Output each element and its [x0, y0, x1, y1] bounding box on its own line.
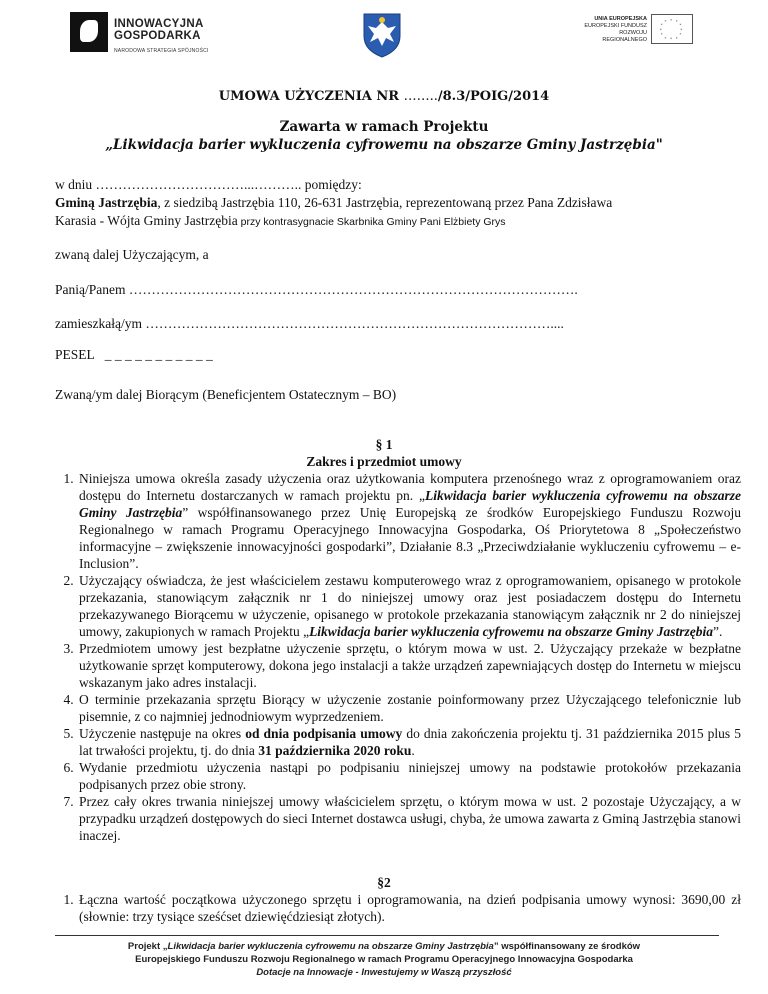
ig-logo-icon: [70, 12, 108, 52]
svg-text:*: *: [680, 27, 683, 32]
borrower-address-line: zamieszkałą/ym ………………………………………………………………………………....: [55, 316, 564, 331]
svg-text:*: *: [675, 36, 678, 41]
list-item: 1. Niniejsza umowa określa zasady użyczenia oraz użytkowania komputera przenośnego wraz z oprogramowaniem oraz dostępu do Internetu dostarczanych w ramach projektu pn. „Likwidacja barier wykluczenia cyfrowemu na obszarze Gminy Jastrzębia” współfinansowanego przez Unię Europejską ze środków Europejskiego Funduszu Rozwoju Regionalnego w ramach Programu Operacyjnego Innowacyjna Gospodarka, Oś Priorytetowa 8 „Społeczeństwo informacyjne – zwiększenie innowacyjności gospodarki”, Działanie 8.3 „Przeciwdziałanie wykluczeniu cyfrowemu – e-Inclusion”.: [77, 470, 741, 572]
svg-text:*: *: [670, 18, 672, 23]
contract-subtitle: Zawarta w ramach Projektu: [279, 119, 489, 135]
borrower-designation: Zwaną/ym dalej Biorącym (Beneficjentem Ostatecznym – BO): [55, 387, 397, 402]
eu-logo: [575, 14, 695, 48]
borrower-name-line: Panią/Panem ……………………………………………………………………………………….: [55, 282, 578, 297]
ig-logo-line1: INNOWACYJNA: [114, 18, 204, 30]
list-item: 6. Wydanie przedmiotu użyczenia nastąpi po podpisaniu niniejszej umowy na podstawie protokołów przekazania podpisanych przez obie strony.: [77, 759, 741, 793]
contract-title: UMOWA UŻYCZENIA NR ……../8.3/POIG/2014: [218, 89, 550, 104]
section-1-list: [55, 470, 741, 844]
list-item: 5. Użyczenie następuje na okres od dnia podpisania umowy do dnia zakończenia projektu tj. 31 października 2015 plus 5 lat trwałości projektu, tj. do dnia 31 października 2020 roku.: [77, 725, 741, 759]
footer-line-2: Europejskiego Funduszu Rozwoju Regionalnego w ramach Programu Operacyjnego Innowacyjna Gospodarka: [135, 954, 633, 965]
svg-text:*: *: [679, 32, 682, 37]
pesel-label: PESEL: [55, 347, 95, 362]
section-2-symbol: §2: [377, 875, 391, 890]
party-line: Gminą Jastrzębia, z siedzibą Jastrzębia 110, 26-631 Jastrzębia, reprezentowaną przez Pana Zdzisława: [55, 195, 613, 210]
svg-text:*: *: [675, 19, 678, 24]
svg-text:*: *: [679, 23, 682, 28]
footer-divider: [55, 935, 719, 936]
contract-number-blank: ……..: [403, 89, 438, 104]
svg-text:*: *: [660, 23, 663, 28]
svg-text:*: *: [664, 36, 667, 41]
eu-logo-line1: UNIA EUROPEJSKA: [594, 16, 647, 22]
pesel-blank: _ _ _ _ _ _ _ _ _ _ _: [104, 347, 213, 362]
section-2-list: [55, 891, 741, 925]
pesel-line: [55, 346, 213, 364]
svg-text:*: *: [660, 32, 663, 37]
svg-text:*: *: [664, 19, 667, 24]
section-1-symbol: § 1: [375, 437, 393, 452]
date-line: w dniu ……………………………...……….. pomiędzy:: [55, 177, 362, 192]
svg-text:*: *: [659, 27, 662, 32]
gmina-crest-icon: [358, 10, 406, 58]
eu-logo-line2: EUROPEJSKI FUNDUSZ: [584, 23, 647, 29]
innowacyjna-gospodarka-logo: [70, 12, 220, 60]
list-item: 4. O terminie przekazania sprzętu Biorący w użyczenie zostanie poinformowany przez Użyczającego telefonicznie lub pisemnie, z co najmniej jednodniowym wyprzedzeniem.: [77, 691, 741, 725]
party-line-2: Karasia - Wójta Gminy Jastrzębia przy kontrasygnacie Skarbnika Gminy Pani Elżbiety Grys: [55, 213, 506, 228]
eu-flag-icon: [651, 14, 693, 44]
lender-designation: zwaną dalej Użyczającym, a: [55, 247, 209, 262]
project-name-title: „Likwidacja barier wykluczenia cyfrowemu na obszarze Gminy Jastrzębia": [105, 137, 663, 153]
list-item: 1. Łączna wartość początkowa użyczonego sprzętu i oprogramowania, na dzień podpisania umowy wynosi: 3690,00 zł (słownie: trzy tysiące sześćset dziewięćdziesiąt złotych).: [77, 891, 741, 925]
ig-logo-line2: GOSPODARKA: [114, 30, 201, 42]
list-item: 2. Użyczający oświadcza, że jest właścicielem zestawu komputerowego wraz z oprogramowaniem, opisanego w protokole przekazania, stanowiącym załącznik nr 1 do niniejszej umowy oraz jest posiadaczem dostępu do Internetu przekazywanego Biorącemu w użyczenie, opisanego w protokole przekazania stanowiącym załącznik nr 2 do niniejszej umowy, zakupionych w ramach Projektu „Likwidacja barier wykluczenia cyfrowemu na obszarze Gminy Jastrzębia”.: [77, 572, 741, 640]
ig-logo-subtitle: NARODOWA STRATEGIA SPÓJNOŚCI: [114, 48, 209, 54]
list-item: 3. Przedmiotem umowy jest bezpłatne użyczenie sprzętu, o którym mowa w ust. 2. Użyczający przekaże w bezpłatne użytkowanie sprzęt komputerowy, dokona jego instalacji a także urządzeń zapewniających dostęp do Internetu w miejscu wskazanym jako adres instalacji.: [77, 640, 741, 691]
page-footer: Projekt „Likwidacja barier wykluczenia cyfrowemu na obszarze Gminy Jastrzębia” współfinansowany ze środków Europejskiego Funduszu Rozwoju Regionalnego w ramach Programu Operacyjnego Innowacyjna Gospodarka Dotacje na Innowacje - Inwestujemy w Waszą przyszłość: [0, 940, 768, 979]
svg-text:*: *: [670, 37, 672, 42]
footer-slogan: Dotacje na Innowacje - Inwestujemy w Waszą przyszłość: [256, 967, 512, 978]
list-item: 7. Przez cały okres trwania niniejszej umowy właścicielem sprzętu, o którym mowa w ust. 2 pozostaje Użyczający, a w przypadku urządzeń dostępowych do sieci Internet dostawca usługi, chyba, że umowa zawarta z Gminą Jastrzębia stanowi inaczej.: [77, 793, 741, 844]
section-1-heading: Zakres i przedmiot umowy: [306, 454, 462, 469]
eu-logo-line3: ROZWOJU REGIONALNEGO: [602, 30, 647, 43]
